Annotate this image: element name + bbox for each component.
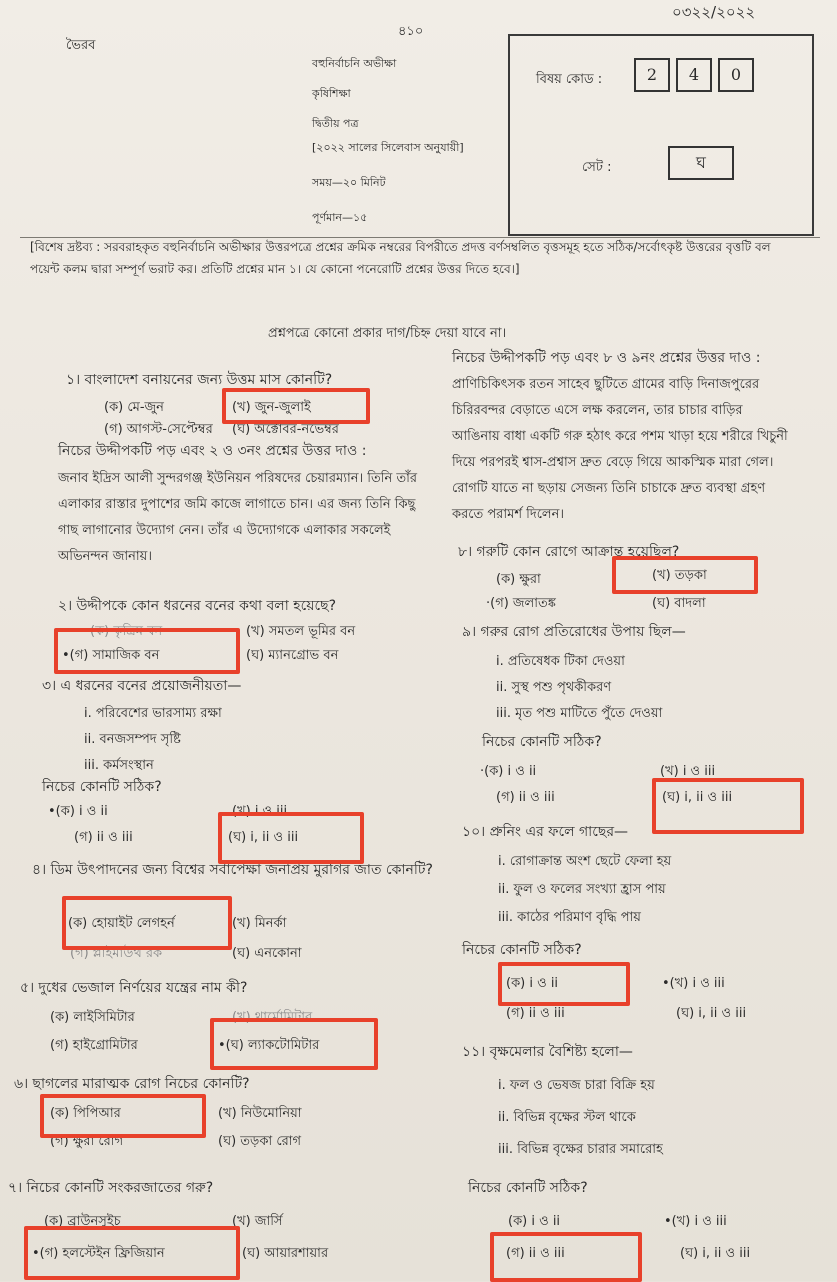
q11-stmt-i: i. ফল ও ভেষজ চারা বিক্রি হয় bbox=[498, 1078, 655, 1093]
q7-option-b: (খ) জার্সি bbox=[232, 1214, 283, 1229]
q4-option-a: (ক) হোয়াইট লেগহর্ন bbox=[68, 916, 175, 931]
set-value: ঘ bbox=[668, 146, 734, 180]
q6-option-c: (গ) ক্ষুরা রোগ bbox=[50, 1134, 124, 1149]
q4-text: ৪। ডিম উৎপাদনের জন্য বিশ্বের সর্বাপেক্ষা জনপ্রিয় মুরগির জাত কোনটি? bbox=[32, 862, 433, 878]
q1-option-d: (ঘ) অক্টোবর-নভেম্বর bbox=[232, 422, 339, 437]
q8-text: ৮। গরুটি কোন রোগে আক্রান্ত হয়েছিল? bbox=[458, 544, 680, 560]
header-line-2: কৃষিশিক্ষা bbox=[312, 87, 351, 100]
q11-option-c: (গ) ii ও iii bbox=[506, 1246, 565, 1261]
q1-text: ১। বাংলাদেশ বনায়নের জন্য উত্তম মাস কোনটি? bbox=[66, 372, 333, 388]
q9-stmt-iii: iii. মৃত পশু মাটিতে পুঁতে দেওয়া bbox=[496, 706, 663, 721]
q11-text: ১১। বৃক্ষমেলার বৈশিষ্ট্য হলো— bbox=[462, 1044, 633, 1060]
q8-option-c: ·(গ) জলাতঙ্ক bbox=[486, 596, 556, 611]
q6-option-d: (ঘ) তড়কা রোগ bbox=[218, 1134, 302, 1149]
q11-stmt-iii: iii. বিভিন্ন বৃক্ষের চারার সমারোহ bbox=[498, 1142, 663, 1157]
q2-option-d: (ঘ) ম্যানগ্রোভ বন bbox=[246, 648, 339, 663]
q7-option-c: •(গ) হলস্টেইন ফ্রিজিয়ান bbox=[32, 1246, 165, 1261]
header-line-5: সময়—২০ মিনিট bbox=[312, 176, 386, 189]
set-label: সেট : bbox=[582, 160, 612, 175]
q6-text: ৬। ছাগলের মারাত্মক রোগ নিচের কোনটি? bbox=[14, 1076, 250, 1092]
q3-text: ৩। এ ধরনের বনের প্রয়োজনীয়তা— bbox=[42, 678, 242, 694]
q3-option-a: •(ক) i ও ii bbox=[48, 804, 108, 819]
q2-option-c: •(গ) সামাজিক বন bbox=[62, 648, 160, 663]
q7-option-a: (ক) ব্রাউনসুইচ bbox=[44, 1214, 121, 1229]
q1-option-a: (ক) মে-জুন bbox=[104, 400, 164, 415]
q10-option-a: (ক) i ও ii bbox=[506, 976, 559, 991]
stem1-title: নিচের উদ্দীপকটি পড় এবং ২ ও ৩নং প্রশ্নের উত্তর দাও : bbox=[58, 443, 367, 459]
q11-option-d: (ঘ) i, ii ও iii bbox=[680, 1246, 751, 1261]
q9-stmt-ii: ii. সুস্থ পশু পৃথকীকরণ bbox=[496, 680, 612, 695]
q3-option-d: (ঘ) i, ii ও iii bbox=[228, 830, 299, 845]
q5-option-d: •(ঘ) ল্যাকটোমিটার bbox=[218, 1038, 320, 1053]
q1-option-c: (গ) আগস্ট-সেপ্টেম্বর bbox=[104, 422, 213, 437]
q3-option-b: (খ) i ও iii bbox=[232, 804, 288, 819]
q9-option-c: (গ) ii ও iii bbox=[496, 790, 555, 805]
q3-stmt-i: i. পরিবেশের ভারসাম্য রক্ষা bbox=[84, 706, 222, 721]
q5-option-b: (খ) থার্মোমিটার bbox=[232, 1010, 313, 1025]
q9-stmt-i: i. প্রতিষেধক টিকা দেওয়া bbox=[496, 654, 625, 669]
q2-text: ২। উদ্দীপকে কোন ধরনের বনের কথা বলা হয়েছে? bbox=[58, 598, 337, 614]
q9-option-d: (ঘ) i, ii ও iii bbox=[662, 790, 733, 805]
subject-code-digit-3: 0 bbox=[718, 58, 754, 92]
board-name: ভৈরব bbox=[66, 38, 96, 53]
q8-option-a: (ক) ক্ষুরা bbox=[496, 572, 541, 587]
code-box bbox=[508, 34, 814, 236]
header-line-4: [২০২২ সালের সিলেবাস অনুযায়ী] bbox=[312, 141, 464, 154]
q4-option-d: (ঘ) এনকোনা bbox=[232, 946, 302, 961]
q2-option-b: (খ) সমতল ভূমির বন bbox=[246, 624, 356, 639]
q10-text: ১০। প্রুনিং এর ফলে গাছের— bbox=[462, 824, 629, 840]
q11-option-a: (ক) i ও ii bbox=[508, 1214, 561, 1229]
header-line-3: দ্বিতীয় পত্র bbox=[312, 117, 359, 130]
q10-which: নিচের কোনটি সঠিক? bbox=[462, 942, 582, 958]
q6-option-a: (ক) পিপিআর bbox=[50, 1106, 121, 1121]
instruction-warning: প্রশ্নপত্রে কোনো প্রকার দাগ/চিহ্ন দেয়া যাবে না। bbox=[268, 326, 507, 341]
subject-code-digit-2: 4 bbox=[676, 58, 712, 92]
serial-number: ০৩২২/২০২২ bbox=[672, 3, 756, 21]
q3-stmt-ii: ii. বনজসম্পদ সৃষ্টি bbox=[84, 732, 181, 747]
stem1-text: জনাব ইদ্রিস আলী সুন্দরগঞ্জ ইউনিয়ন পরিষদের চেয়ারম্যান। তিনি তাঁর এলাকার রাস্তার দুপাশের জমি কাজে লাগাতে চান। এর জন্য তিনি কিছু গাছ লাগানোর উদ্যোগ নেন। তাঁর এ উদ্যোগকে এলাকার সকলেই অভিনন্দন জানায়। bbox=[58, 471, 418, 564]
q10-option-b: •(খ) i ও iii bbox=[662, 976, 725, 991]
q11-which: নিচের কোনটি সঠিক? bbox=[468, 1180, 588, 1196]
q8-option-b: (খ) তড়কা bbox=[652, 568, 707, 583]
q4-option-c: (গ) প্লাইমাউথ রক bbox=[70, 946, 163, 961]
q7-text: ৭। নিচের কোনটি সংকরজাতের গরু? bbox=[8, 1180, 214, 1196]
subject-code-digit-1: 2 bbox=[634, 58, 670, 92]
subject-code-label: বিষয় কোড : bbox=[536, 72, 603, 87]
q9-text: ৯। গরুর রোগ প্রতিরোধের উপায় ছিল— bbox=[462, 624, 686, 640]
q10-option-c: (গ) ii ও iii bbox=[506, 1006, 565, 1021]
header-line-6: পূর্ণমান—১৫ bbox=[312, 211, 368, 224]
q5-option-a: (ক) লাইসিমিটার bbox=[50, 1010, 135, 1025]
header-line-1: বহুনির্বাচনি অভীক্ষা bbox=[312, 57, 397, 70]
q9-which: নিচের কোনটি সঠিক? bbox=[482, 734, 602, 750]
stem2-text: প্রাণিচিকিৎসক রতন সাহেব ছুটিতে গ্রামের বাড়ি দিনাজপুরের চিরিরবন্দর বেড়াতে এসে লক্ষ করলেন, তার চাচার বাড়ির আঙিনায় বাধা একটি গরু হঠাৎ করে পশম খাড়া হয়ে শরীরে খিচুনী দিয়ে পরপরই শ্বাস-প্রশ্বাস দ্রুত বেড়ে গিয়ে আকস্মিক মারা গেল। রোগটি যাতে না ছড়ায় সেজন্য তিনি চাচাকে দ্রুত ব্যবস্থা গ্রহণ করতে পরামর্শ দিলেন। bbox=[452, 377, 788, 522]
q3-option-c: (গ) ii ও iii bbox=[74, 830, 133, 845]
q10-stmt-iii: iii. কাঠের পরিমাণ বৃদ্ধি পায় bbox=[498, 910, 641, 925]
q1-option-b: (খ) জুন-জুলাই bbox=[232, 400, 311, 415]
q2-option-a: (ক) কৃত্রিম বন bbox=[90, 624, 163, 639]
q11-stmt-ii: ii. বিভিন্ন বৃক্ষের স্টল থাকে bbox=[498, 1110, 636, 1125]
q8-option-d: (ঘ) বাদলা bbox=[652, 596, 706, 611]
q10-stmt-ii: ii. ফুল ও ফলের সংখ্যা হ্রাস পায় bbox=[498, 882, 666, 897]
q10-stmt-i: i. রোগাক্রান্ত অংশ ছেটে ফেলা হয় bbox=[498, 854, 672, 869]
q9-option-b: (খ) i ও iii bbox=[660, 764, 716, 779]
q3-stmt-iii: iii. কর্মসংস্থান bbox=[84, 758, 154, 773]
q9-option-a: ·(ক) i ও ii bbox=[480, 764, 537, 779]
paper-code: ৪১০ bbox=[398, 24, 424, 39]
q4-option-b: (খ) মিনর্কা bbox=[232, 916, 287, 931]
q5-text: ৫। দুধের ভেজাল নির্ণয়ের যন্ত্রের নাম কী? bbox=[20, 980, 248, 996]
q5-option-c: (গ) হাইগ্রোমিটার bbox=[50, 1038, 138, 1053]
q3-which: নিচের কোনটি সঠিক? bbox=[42, 779, 162, 795]
instruction-note: [বিশেষ দ্রষ্টব্য : সরবরাহকৃত বহুনির্বাচনি অভীক্ষার উত্তরপত্রে প্রশ্নের ক্রমিক নম্বরের বিপরীতে প্রদত্ত বর্ণসম্বলিত বৃত্তসমূহ হতে সঠিক/সর্বোৎকৃষ্ট উত্তরের বৃত্তটি বল পয়েন্ট কলম দ্বারা সম্পূর্ণ ভরাট কর। প্রতিটি প্রশ্নের মান ১। যে কোনো পনেরোটি প্রশ্নের উত্তর দিতে হবে।] bbox=[30, 240, 771, 276]
q7-option-d: (ঘ) আয়ারশায়ার bbox=[242, 1246, 329, 1261]
q11-option-b: •(খ) i ও iii bbox=[664, 1214, 727, 1229]
q10-option-d: (ঘ) i, ii ও iii bbox=[676, 1006, 747, 1021]
q6-option-b: (খ) নিউমোনিয়া bbox=[218, 1106, 302, 1121]
stem2-title: নিচের উদ্দীপকটি পড় এবং ৮ ও ৯নং প্রশ্নের উত্তর দাও : bbox=[452, 350, 761, 366]
